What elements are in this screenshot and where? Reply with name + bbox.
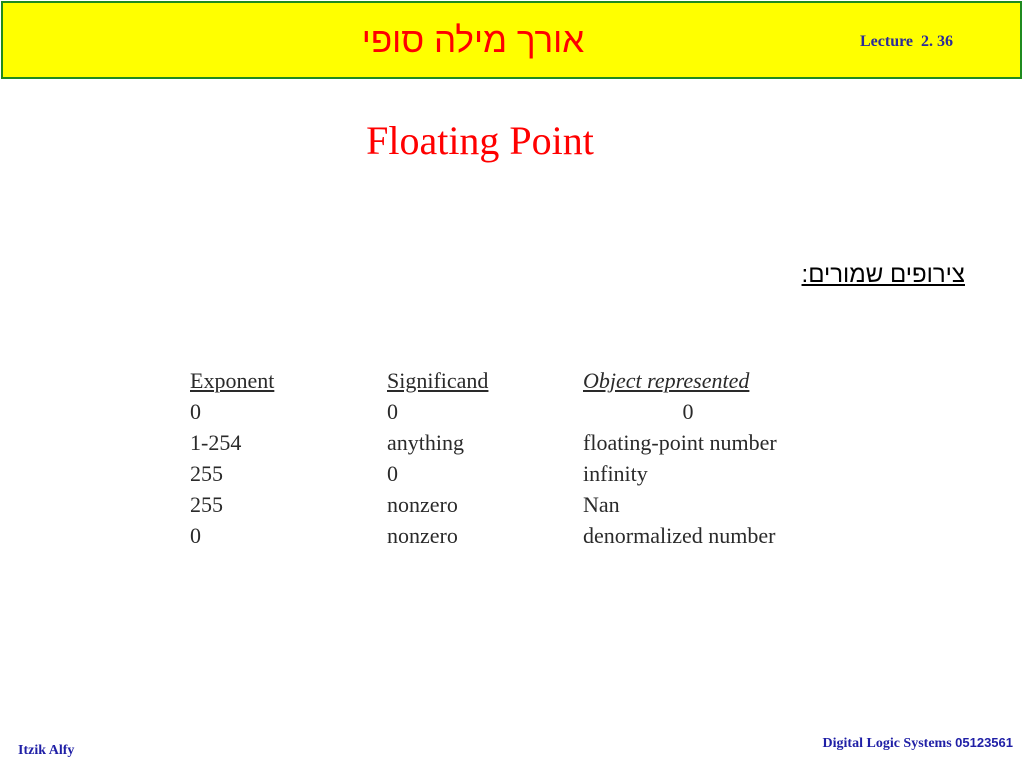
table-cell: 255	[190, 461, 223, 486]
column-header-object-represented: Object represented	[583, 368, 750, 393]
lecture-number: Lecture 2. 36	[860, 33, 954, 50]
table-cell: Nan	[583, 492, 620, 517]
table-cell: 0	[682, 399, 694, 424]
table-cell: infinity	[583, 461, 648, 486]
table-cell: 0	[190, 399, 201, 424]
header-banner	[1, 1, 1022, 79]
reserved-combinations-table	[190, 365, 823, 551]
footer-course-number: 05123561	[955, 735, 1013, 750]
table-cell: nonzero	[387, 523, 458, 548]
table-cell: 0	[387, 461, 398, 486]
table-cell: denormalized number	[583, 523, 776, 548]
footer-course-name: Digital Logic Systems	[822, 736, 952, 751]
table-cell: anything	[387, 430, 464, 455]
table-cell: 1-254	[190, 430, 242, 455]
column-header-significand: Significand	[387, 368, 489, 393]
table-cell: nonzero	[387, 492, 458, 517]
footer-author: Itzik Alfy	[18, 743, 75, 758]
table-cell: 255	[190, 492, 223, 517]
section-subtitle: צירופים שמורים:	[801, 261, 965, 288]
table-cell: 0	[387, 399, 398, 424]
table-cell: 0	[190, 523, 201, 548]
footer-course	[823, 735, 1013, 752]
column-header-exponent: Exponent	[190, 368, 275, 393]
header-title: אורך מילה סופי	[361, 21, 585, 60]
slide-title: Floating Point	[366, 118, 594, 163]
table-cell: floating-point number	[583, 430, 777, 455]
